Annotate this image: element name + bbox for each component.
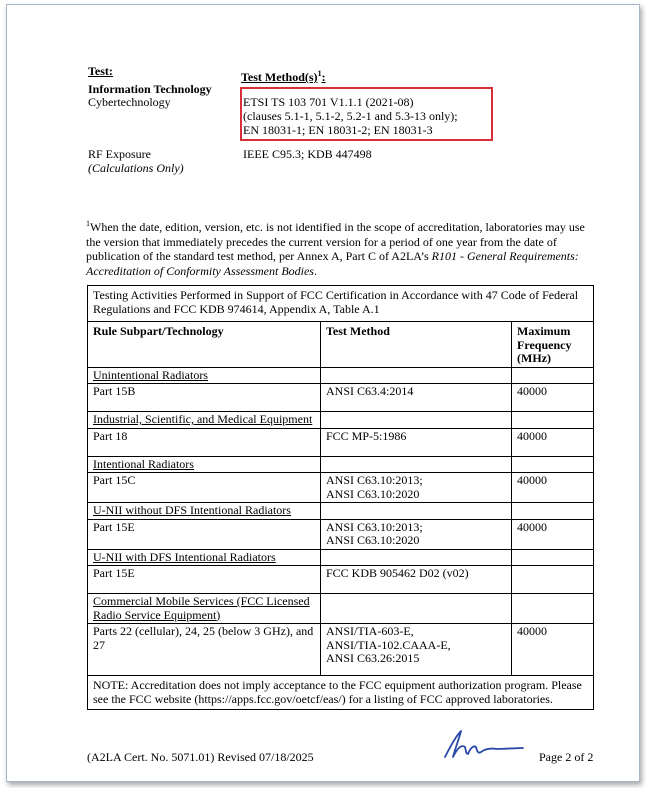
frequency-cell: 40000: [512, 428, 594, 456]
page-number: Page 2 of 2: [539, 750, 594, 764]
rule-cell: Part 15E: [88, 566, 321, 594]
signature-image: [439, 727, 529, 761]
frequency-cell: 40000: [512, 624, 594, 676]
method-cell: FCC MP-5:1986: [321, 428, 512, 456]
rf-exposure-method: IEEE C95.3; KDB 447498: [243, 147, 372, 161]
table-row: [88, 624, 594, 676]
scope-category: Information Technology: [88, 82, 212, 96]
table-row: [88, 428, 594, 456]
table-caption: Testing Activities Performed in Support of FCC Certification in Accordance with 47 Code of Federal Regulations and FCC KDB 974614, Appendix A, Table A.1: [88, 286, 594, 322]
rule-cell: Part 15B: [88, 384, 321, 412]
test-method-heading-colon: :: [321, 70, 326, 84]
method-cell: ANSI C63.4:2014: [321, 384, 512, 412]
method-line: (clauses 5.1-1, 5.1-2, 5.2-1 and 5.3-13 only);: [243, 109, 458, 123]
frequency-cell: 40000: [512, 519, 594, 549]
document-page: [6, 4, 640, 782]
group-title: U-NII with DFS Intentional Radiators: [88, 549, 321, 566]
table-row: [88, 384, 594, 412]
footnote-marker: 1: [317, 69, 322, 78]
group-title: Industrial, Scientific, and Medical Equipment: [88, 412, 321, 429]
group-title: Unintentional Radiators: [88, 367, 321, 384]
test-method-column-heading: [241, 67, 326, 84]
fcc-certification-table: [87, 285, 594, 710]
footnote-document-title: R101 - General Requirements: Accreditation of Conformity Assessment Bodies: [86, 249, 579, 278]
rule-cell: Part 18: [88, 428, 321, 456]
table-note: NOTE: Accreditation does not imply acceptance to the FCC equipment authorization program. Please see the FCC website (https://apps.fcc.gov/oetcf/eas/) for a listing of FCC approved laboratories.: [88, 676, 594, 710]
cybertechnology-methods: [243, 95, 458, 137]
rule-cell: Part 15C: [88, 473, 321, 503]
group-title: Commercial Mobile Services (FCC Licensed Radio Service Equipment): [88, 594, 321, 624]
group-title: U-NII without DFS Intentional Radiators: [88, 503, 321, 520]
certificate-footer: (A2LA Cert. No. 5071.01) Revised 07/18/2025: [87, 750, 314, 764]
test-column-heading: Test:: [88, 64, 113, 78]
table-row: [88, 519, 594, 549]
rule-cell: Part 15E: [88, 519, 321, 549]
method-cell: ANSI/TIA-603-E, ANSI/TIA-102.CAAA-E, ANSI C63.26:2015: [321, 624, 512, 676]
table-row: [88, 566, 594, 594]
method-line: EN 18031-1; EN 18031-2; EN 18031-3: [243, 123, 433, 137]
frequency-cell: 40000: [512, 473, 594, 503]
test-method-heading-label: Test Method(s): [241, 70, 318, 84]
method-cell: ANSI C63.10:2013; ANSI C63.10:2020: [321, 473, 512, 503]
column-header: Maximum Frequency (MHz): [512, 322, 594, 368]
footnote-end: .: [313, 263, 317, 278]
scope-test-note: (Calculations Only): [88, 161, 184, 175]
column-header: Rule Subpart/Technology: [88, 322, 321, 368]
scope-test-name: RF Exposure: [88, 147, 151, 161]
scope-test-name: Cybertechnology: [88, 95, 171, 109]
method-cell: FCC KDB 905462 D02 (v02): [321, 566, 512, 594]
footnote-number: 1: [86, 219, 90, 228]
method-cell: ANSI C63.10:2013; ANSI C63.10:2020: [321, 519, 512, 549]
frequency-cell: 40000: [512, 384, 594, 412]
rule-cell: Parts 22 (cellular), 24, 25 (below 3 GHz), and 27: [88, 624, 321, 676]
method-line: ETSI TS 103 701 V1.1.1 (2021-08): [243, 95, 414, 109]
table-row: [88, 473, 594, 503]
group-title: Intentional Radiators: [88, 456, 321, 473]
footnote: [86, 217, 591, 278]
footnote-text: When the date, edition, version, etc. is not identified in the scope of accreditation, laboratories may use the version that immediately precedes the current version for a period of one year from the date of publication of the standard test method, per Annex A, Part C of A2LA’s: [86, 220, 585, 263]
column-header: Test Method: [321, 322, 512, 368]
frequency-cell: [512, 566, 594, 594]
